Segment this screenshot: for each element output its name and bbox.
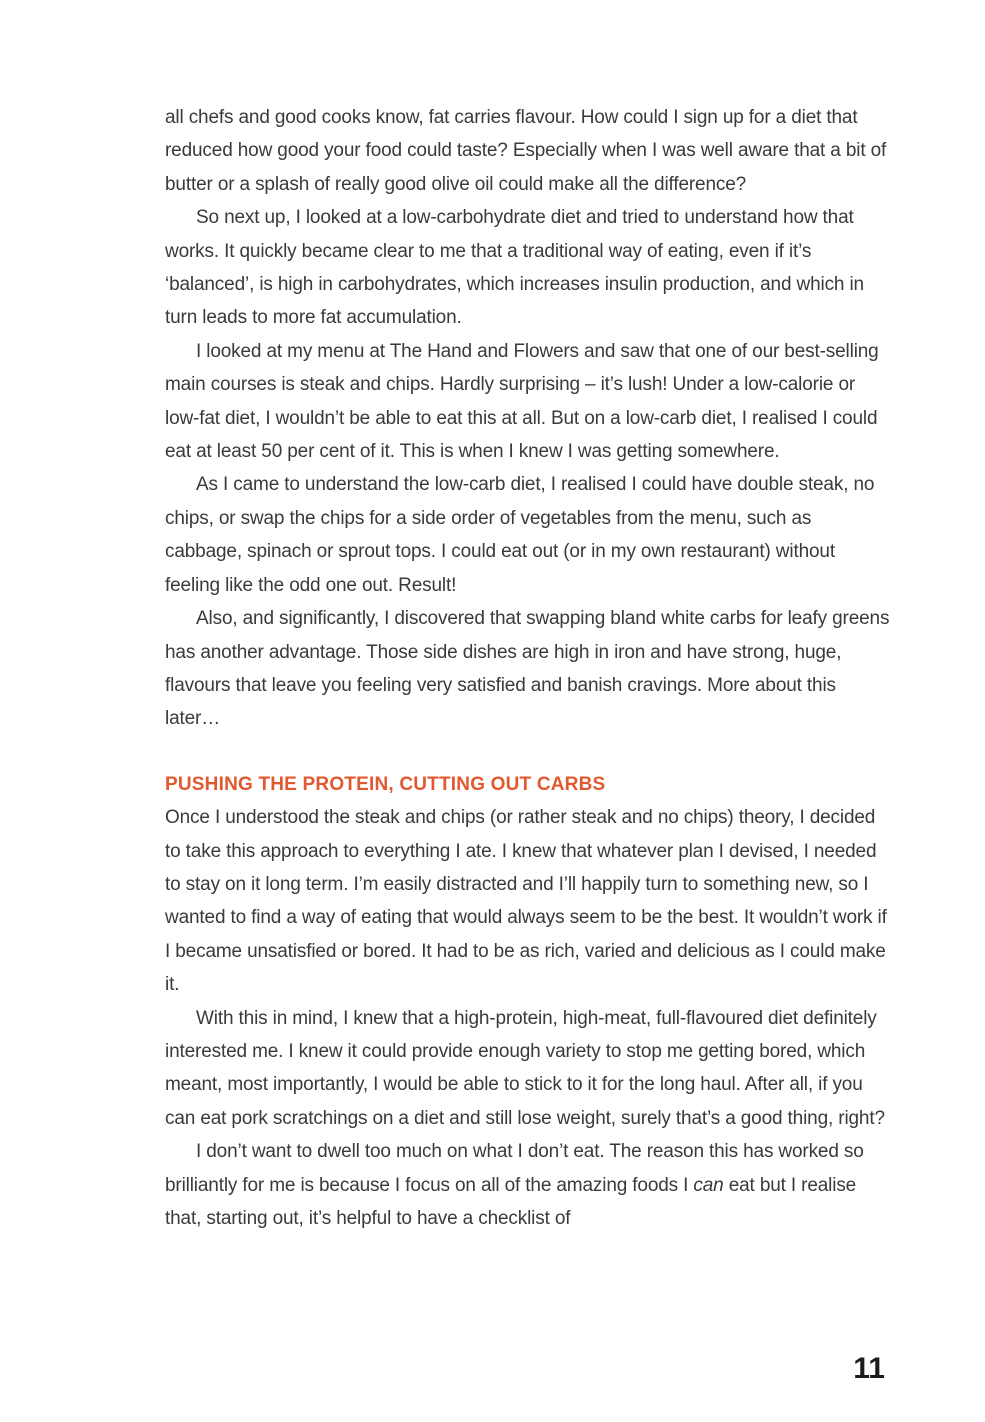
paragraph-8-text-end: eat but I realise that, starting out, it’s helpful to have a checklist of — [165, 1174, 857, 1229]
paragraph-8-emphasis: can — [693, 1174, 724, 1196]
paragraph-4: As I came to understand the low-carb diet, I realised I could have double steak, no chips, or swap the chips for a side order of vegetables from the menu, such as cabbage, spinach or sprout tops. I could eat out (or in my own restaurant) without feeling like the odd one out. Result! — [165, 474, 875, 596]
page-number: 11 — [853, 1352, 885, 1385]
paragraph-8-text-start: I don’t want to dwell too much on what I don’t eat. The reason this has worked so brilliantly for me is because I focus on all of the amazing foods I — [165, 1141, 864, 1196]
paragraph-3: I looked at my menu at The Hand and Flowers and saw that one of our best-selling main courses is steak and chips. Hardly surprising – it’s lush! Under a low-calorie or low-fat diet, I wouldn’t be able to eat this at all. But on a low-carb diet, I realised I could eat at least 50 per cent of it. This is when I knew I was getting somewhere. — [165, 340, 879, 463]
paragraph-7: With this in mind, I knew that a high-protein, high-meat, full-flavoured diet definitely interested me. I knew it could provide enough variety to stop me getting bored, which meant, most importantly, I would be able to stick to it for the long haul. After all, if you can eat pork scratchings on a diet and still lose weight, surely that’s a good thing, right? — [165, 1007, 885, 1129]
paragraph-1: all chefs and good cooks know, fat carries flavour. How could I sign up for a diet that reduced how good your food could taste? Especially when I was well aware that a bit of butter or a splash of really good olive oil could make all the difference? — [165, 107, 887, 195]
paragraph-5: Also, and significantly, I discovered that swapping bland white carbs for leafy greens has another advantage. Those side dishes are high in iron and have strong, huge, flavours that leave you feeling very satisfied and banish cravings. More about this later… — [165, 608, 890, 730]
section-heading: PUSHING THE PROTEIN, CUTTING OUT CARBS — [165, 773, 606, 795]
body-text — [165, 101, 890, 1235]
paragraph-8 — [165, 1135, 890, 1235]
paragraph-2: So next up, I looked at a low-carbohydrate diet and tried to understand how that works. It quickly became clear to me that a traditional way of eating, even if it’s ‘balanced’, is high in carbohydrates, which increases insulin production, and which in turn leads to more fat accumulation. — [165, 207, 864, 329]
paragraph-6: Once I understood the steak and chips (or rather steak and no chips) theory, I decided to take this approach to everything I ate. I knew that whatever plan I devised, I needed to stay on it long term. I’m easily distracted and I’ll happily turn to something new, so I wanted to find a way of eating that would always seem to be the best. It wouldn’t work if I became unsatisfied or bored. It had to be as rich, varied and delicious as I could make it. — [165, 807, 887, 996]
